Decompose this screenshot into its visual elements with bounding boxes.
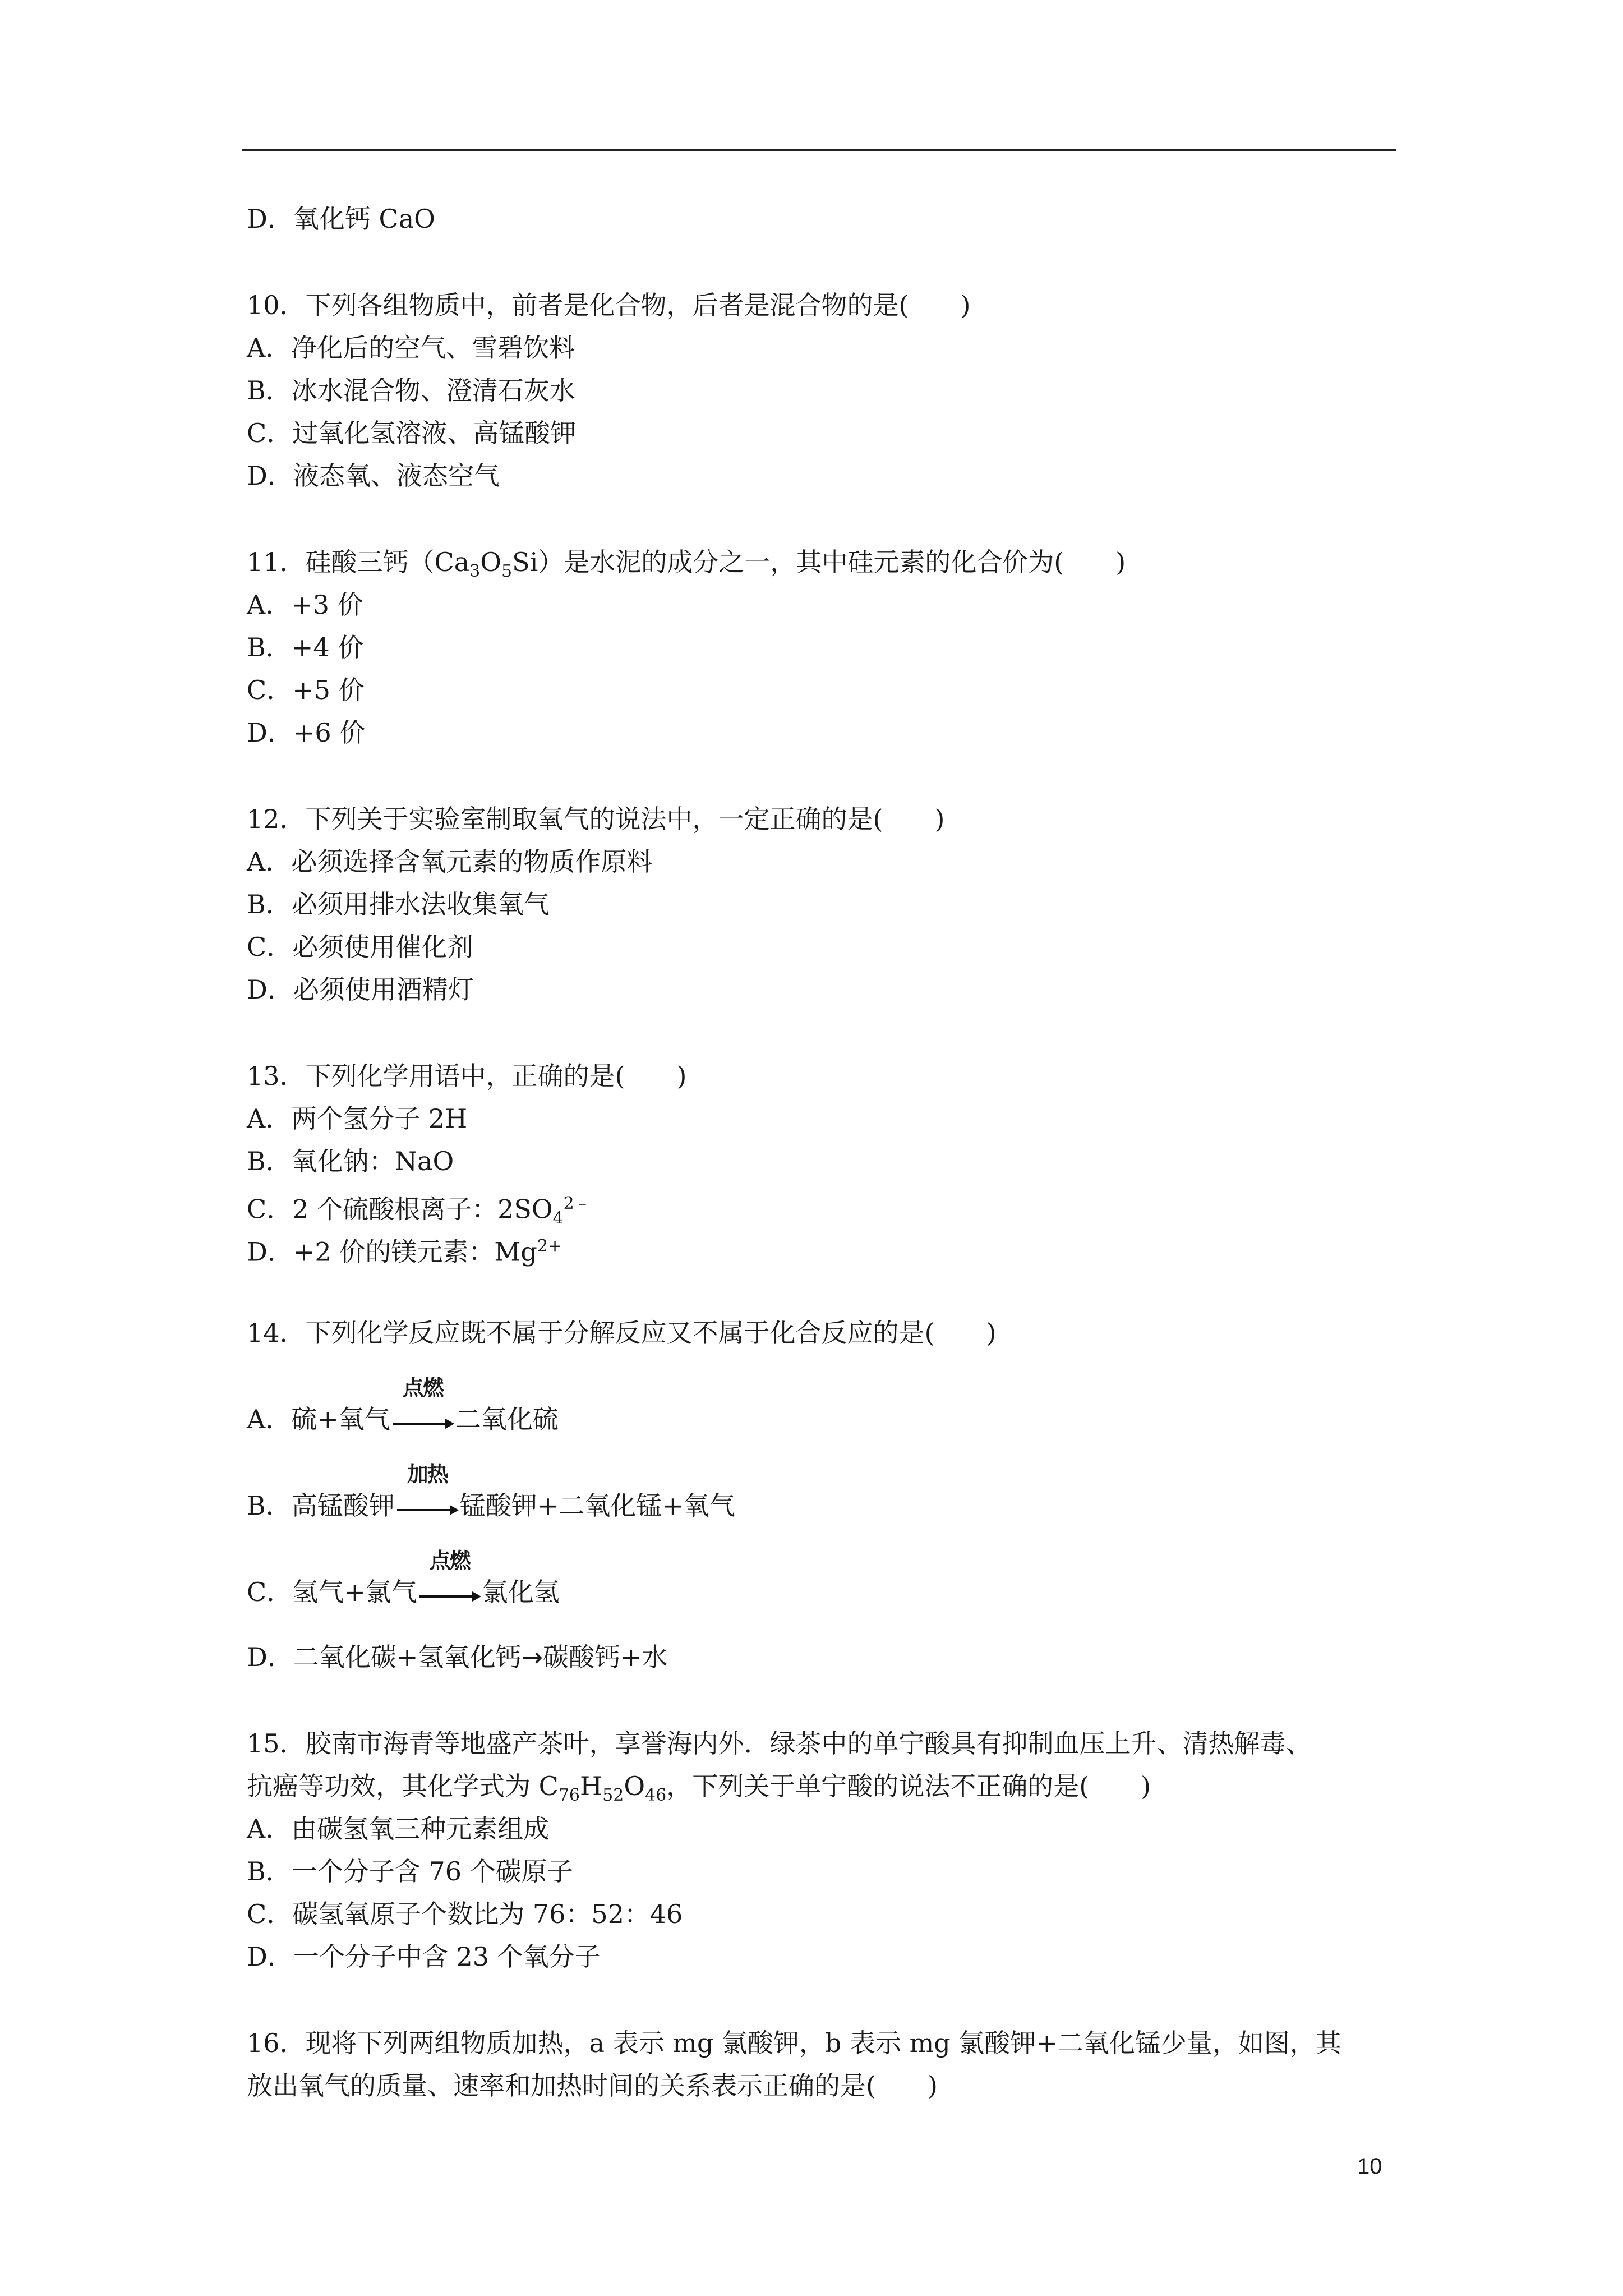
question-14 [247,1312,1396,1678]
question-13 [247,1055,1396,1268]
page-number: 10 [1357,2154,1382,2179]
question-16 [247,2022,1396,2107]
question-11-option-d: D．+6 价 [247,717,366,748]
question-13-stem: 13．下列化学用语中，正确的是( ) [247,1061,687,1091]
question-16-stem-line-2: 放出氧气的质量、速率和加热时间的关系表示正确的是( ) [247,2070,938,2101]
question-14-option-a: A．硫+氧气 点燃 二氧化硫 [247,1375,559,1434]
question-14-option-b: B．高锰酸钾 加热 锰酸钾+二氧化锰+氧气 [247,1462,735,1521]
question-10-option-d: D．液态氧、液态空气 [247,461,500,491]
question-11 [247,541,1396,754]
question-15 [247,1722,1396,1978]
header-rule [242,149,1396,151]
question-13-option-b: B．氧化钠：NaO [247,1146,454,1176]
question-10 [247,284,1396,497]
question-10-option-a: A．净化后的空气、雪碧饮料 [247,333,575,363]
question-10-option-b: B．冰水混合物、澄清石灰水 [247,375,575,406]
question-11-stem: 11．硅酸三钙$(Ca_3O_5Si)$是水泥的成分之一，其中硅元素的化合价为( ) [247,547,1126,582]
prev-option-d: D．氧化钙 CaO [247,204,435,234]
question-15-stem-line-1: 15．胶南市海青等地盛产茶叶，享誉海内外．绿茶中的单宁酸具有抑制血压上升、清热解毒、 [247,1728,1312,1759]
question-12-option-a: A．必须选择含氧元素的物质作原料 [247,846,653,877]
question-12-stem: 12．下列关于实验室制取氧气的说法中，一定正确的是( ) [247,804,945,834]
question-13-option-c: C．2 个硫酸根离子：$2SO_4^{2﹣}$ [247,1194,591,1228]
question-14-option-c: C．氢气+氯气 点燃 氯化氢 [247,1548,560,1607]
reaction-arrow: 点燃 [418,1580,481,1602]
question-10-option-c: C．过氧化氢溶液、高锰酸钾 [247,418,577,448]
reaction-arrow: → [521,1642,543,1672]
question-13-option-d: D．+2 价的镁元素：$Mg^{2+}$ [247,1236,562,1267]
question-15-option-d: D．一个分子中含 23 个氧分子 [247,1941,601,1972]
question-11-option-b: B．+4 价 [247,632,364,662]
question-15-option-c: C．碳氢氧原子个数比为 76：52：46 [247,1899,683,1929]
question-10-stem: 10．下列各组物质中，前者是化合物，后者是混合物的是( ) [247,290,971,320]
question-16-stem-line-1: 16．现将下列两组物质加热，a 表示 mg 氯酸钾，b 表示 mg 氯酸钾+二氧化锰少量，如图，其 [247,2028,1341,2058]
reaction-arrow: 点燃 [391,1407,454,1429]
question-14-stem: 14．下列化学反应既不属于分解反应又不属于化合反应的是( ) [247,1318,997,1348]
question-15-stem-line-2: 抗癌等功效，其化学式为 $C_{76}H_{52}O_{46}$，下列关于单宁酸的说法不正确的是( ) [247,1771,1151,1806]
exam-page-body [247,197,1396,2107]
question-12 [247,798,1396,1011]
question-11-option-c: C．+5 价 [247,675,365,705]
question-15-option-b: B．一个分子含 76 个碳原子 [247,1856,573,1887]
question-14-option-d: D．二氧化碳+氢氧化钙→碳酸钙+水 [247,1642,668,1672]
question-13-option-a: A．两个氢分子 2H [247,1103,468,1134]
question-12-option-d: D．必须使用酒精灯 [247,974,474,1005]
question-12-option-b: B．必须用排水法收集氧气 [247,889,550,919]
question-11-option-a: A．+3 价 [247,590,363,620]
question-12-option-c: C．必须使用催化剂 [247,932,473,962]
reaction-arrow: 加热 [396,1493,459,1516]
question-15-option-a: A．由碳氢氧三种元素组成 [247,1814,550,1844]
